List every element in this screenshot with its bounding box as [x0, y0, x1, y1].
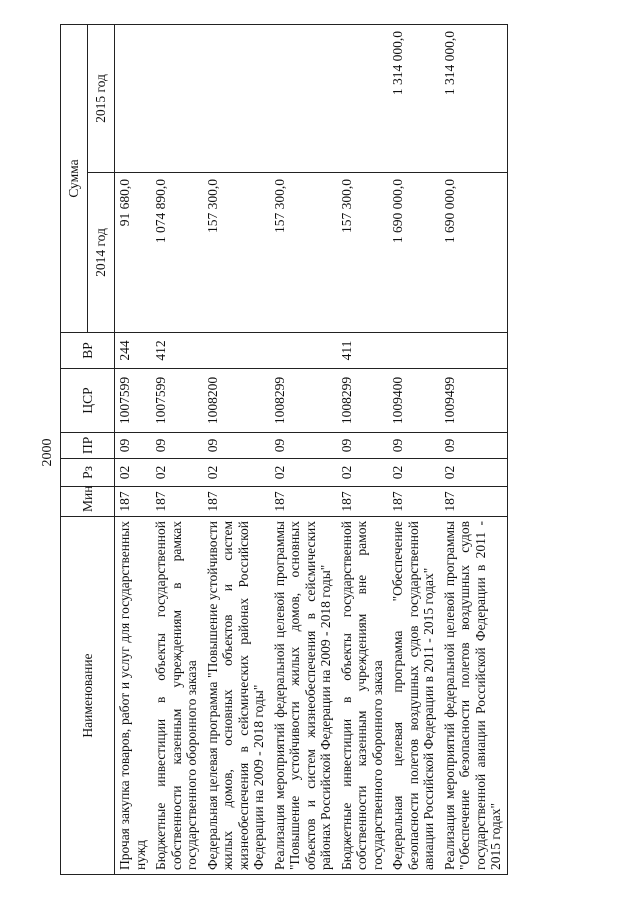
table-row: [388, 24, 440, 874]
row-min: 187: [115, 487, 152, 517]
table-header: [61, 24, 115, 874]
table-row: [337, 24, 389, 874]
row-pr: 09: [270, 433, 337, 459]
row-csr: 1008299: [337, 369, 389, 433]
row-vr: [270, 333, 337, 369]
header-pr: ПР: [61, 433, 115, 459]
row-name: Бюджетные инвестиции в объекты государственной собственности казенным учреждениям вне рамок государственного оборонного заказа: [337, 517, 389, 875]
header-vr: ВР: [61, 333, 115, 369]
header-year-2014: 2014 год: [88, 173, 115, 333]
row-sum-2014: 1 690 000,0: [388, 173, 440, 333]
row-name: Прочая закупка товаров, работ и услуг для государственных нужд: [115, 517, 152, 875]
row-name: Реализация мероприятий федеральной целевой программы "Обеспечение безопасности полетов воздушных судов государственной авиации Российской Федерации в 2011 - 2015 годах": [440, 517, 508, 875]
row-min: 187: [440, 487, 508, 517]
row-min: 187: [151, 487, 203, 517]
row-sum-2014: 91 680,0: [115, 173, 152, 333]
row-sum-2014: 1 690 000,0: [440, 173, 508, 333]
row-sum-2015: [151, 24, 203, 172]
header-year-2015: 2015 год: [88, 24, 115, 172]
row-rz: 02: [440, 459, 508, 487]
row-csr: 1008200: [203, 369, 270, 433]
row-name: Бюджетные инвестиции в объекты государственной собственности казенным учреждениям в рамках государственного оборонного заказа: [151, 517, 203, 875]
row-csr: 1008299: [270, 369, 337, 433]
row-vr: 412: [151, 333, 203, 369]
row-pr: 09: [337, 433, 389, 459]
row-min: 187: [270, 487, 337, 517]
table-row: [115, 24, 152, 874]
row-sum-2014: 157 300,0: [203, 173, 270, 333]
row-rz: 02: [203, 459, 270, 487]
row-vr: [203, 333, 270, 369]
header-min: Мин: [61, 487, 115, 517]
row-sum-2015: [115, 24, 152, 172]
row-min: 187: [203, 487, 270, 517]
row-sum-2014: 157 300,0: [270, 173, 337, 333]
table-body: [115, 24, 508, 874]
row-rz: 02: [151, 459, 203, 487]
row-rz: 02: [337, 459, 389, 487]
row-sum-2015: 1 314 000,0: [440, 24, 508, 172]
row-csr: 1009400: [388, 369, 440, 433]
header-sum: Сумма: [61, 24, 88, 332]
row-sum-2014: 1 074 890,0: [151, 173, 203, 333]
row-pr: 09: [203, 433, 270, 459]
table-row: [270, 24, 337, 874]
row-csr: 1009499: [440, 369, 508, 433]
header-csr: ЦСР: [61, 369, 115, 433]
row-rz: 02: [270, 459, 337, 487]
row-sum-2015: [337, 24, 389, 172]
row-vr: [440, 333, 508, 369]
row-vr: 244: [115, 333, 152, 369]
row-pr: 09: [151, 433, 203, 459]
table-row: [203, 24, 270, 874]
header-name: Наименование: [61, 517, 115, 875]
row-sum-2015: [203, 24, 270, 172]
row-rz: 02: [115, 459, 152, 487]
budget-table: [60, 24, 508, 875]
row-min: 187: [337, 487, 389, 517]
row-rz: 02: [388, 459, 440, 487]
row-min: 187: [388, 487, 440, 517]
row-pr: 09: [388, 433, 440, 459]
row-name: Федеральная целевая программа "Повышение устойчивости жилых домов, основных объектов и систем жизнеобеспечения в сейсмических районах Российской Федерации на 2009 - 2018 годы": [203, 517, 270, 875]
page-number: 2000: [40, 438, 55, 467]
row-sum-2015: [270, 24, 337, 172]
row-csr: 1007599: [151, 369, 203, 433]
row-sum-2014: 157 300,0: [337, 173, 389, 333]
row-vr: 411: [337, 333, 389, 369]
row-name: Федеральная целевая программа "Обеспечение безопасности полетов воздушных судов государственной авиации Российской Федерации в 2011 - 2015 годах": [388, 517, 440, 875]
budget-table-sheet: [60, 25, 600, 875]
table-row: [151, 24, 203, 874]
row-csr: 1007599: [115, 369, 152, 433]
table-row: [440, 24, 508, 874]
row-pr: 09: [115, 433, 152, 459]
row-pr: 09: [440, 433, 508, 459]
row-vr: [388, 333, 440, 369]
header-rz: Рз: [61, 459, 115, 487]
row-name: Реализация мероприятий федеральной целевой программы "Повышение устойчивости жилых домов, основных объектов и систем жизнеобеспечения в сейсмических районах Российской Федерации на 2009 - 2018 годы": [270, 517, 337, 875]
row-sum-2015: 1 314 000,0: [388, 24, 440, 172]
